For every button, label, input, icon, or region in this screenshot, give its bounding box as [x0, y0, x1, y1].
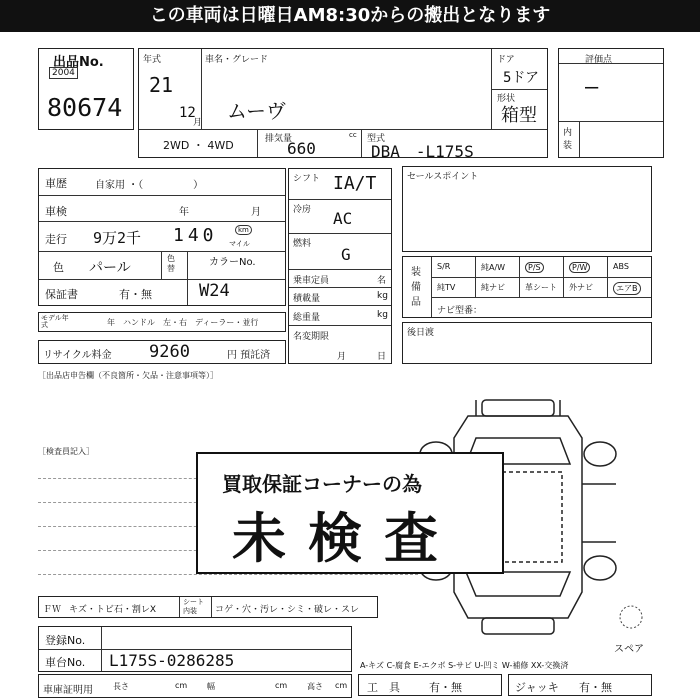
lot-label: 出品No.: [53, 55, 104, 70]
year-label: 年式: [143, 55, 162, 65]
color-label: 色: [53, 261, 64, 274]
model-year-label: モデル年式: [41, 314, 69, 329]
displacement-label: 排気量: [265, 134, 293, 144]
recycle-label: リサイクル料金: [43, 350, 112, 361]
jack-label: ジャッキ: [515, 681, 559, 694]
ac-label: 冷房: [293, 205, 312, 215]
garage-cert-dim: 高さ: [307, 682, 323, 691]
equipment-item: S/R: [437, 262, 451, 271]
name-label: 車名・グレード: [205, 55, 269, 65]
shift-label: シフト: [293, 174, 321, 184]
ac-value: AC: [333, 209, 353, 228]
cc-label: cc: [349, 131, 357, 139]
chassis-label: 車台No.: [45, 656, 86, 669]
lot-number: 80674: [47, 93, 123, 122]
equipment-item: 外ナビ: [569, 283, 593, 292]
load-label: 積載量: [293, 294, 321, 304]
navi-model-label: ナビ型番：: [437, 306, 483, 316]
vehicle-info-box: [138, 48, 548, 161]
drive-type: 2WD ・ 4WD: [163, 139, 234, 152]
fuel-label: 燃料: [293, 239, 312, 249]
km-label: km: [235, 225, 252, 235]
history-options: 自家用 ・（ ）: [95, 180, 204, 191]
model-year-box: [38, 312, 286, 332]
equipment-item: 純TV: [437, 283, 456, 292]
tools-value: 有・無: [429, 681, 462, 694]
capacity-unit: 名: [377, 276, 387, 286]
equipment-item: P/S: [525, 262, 544, 273]
month-value: 12: [179, 105, 196, 121]
sales-point-box: [402, 166, 652, 252]
lot-number-box: [38, 48, 134, 130]
legend-fw: ＦＷ: [43, 605, 62, 615]
shift-value: IA/T: [333, 173, 377, 194]
equipment-item: エアB: [613, 282, 641, 295]
equipment-item: 純ナビ: [481, 283, 505, 292]
seller-notes-label: ［出品店申告欄（不良箇所・欠品・注意事項等）］: [38, 371, 218, 380]
car-name: ムーヴ: [227, 99, 286, 123]
interior-label: 内装: [563, 128, 573, 151]
garage-cert-dim: cm: [335, 681, 348, 690]
month-unit: 月: [193, 118, 203, 128]
garage-cert-dim: 幅: [207, 682, 215, 691]
equipment-item: 純A/W: [481, 263, 506, 272]
deadline-label: 名変期限: [293, 332, 330, 342]
colorno-value: W24: [199, 281, 230, 301]
load-unit: kg: [377, 291, 388, 301]
color-value: パール: [89, 260, 131, 276]
mileage-label: 走行: [45, 233, 67, 246]
door-label: ドア: [497, 55, 515, 65]
equipment-box: [402, 256, 652, 318]
damage-legend-box: [38, 596, 378, 618]
equipment-item: P/W: [569, 262, 590, 273]
garage-cert-box: [38, 674, 352, 698]
tools-label: 工 具: [367, 681, 400, 694]
registration-box: [38, 626, 352, 672]
mileage-handwritten: 9万2千: [93, 229, 142, 247]
legend-seat-codes: コゲ・穴・汚レ・シミ・破レ・スレ: [215, 605, 360, 615]
inspection-year-unit: 年: [179, 207, 189, 218]
history-box: [38, 168, 286, 306]
equipment-item: 革シート: [525, 283, 557, 292]
colorno-label: カラーNo.: [209, 257, 256, 268]
fuel-value: G: [341, 245, 351, 264]
registration-label: 登録No.: [45, 634, 86, 647]
chassis-value: L175S-0286285: [109, 651, 235, 670]
inspection-month-unit: 月: [251, 207, 261, 218]
lot-year-tag: 2004: [49, 67, 78, 79]
garage-cert-dim: cm: [275, 681, 288, 690]
recycle-unit: 円 預託済: [227, 350, 271, 361]
recycle-box: [38, 340, 286, 364]
warranty-label: 保証書: [45, 288, 78, 301]
gross-label: 総重量: [293, 313, 321, 323]
history-label: 車歴: [45, 177, 67, 190]
score-value: —: [585, 75, 599, 100]
spare-tire-icon: [618, 604, 644, 630]
mechanical-box: [288, 168, 392, 364]
sales-point-label: セールスポイント: [407, 172, 479, 182]
garage-cert-label: 車庫証明用: [43, 685, 93, 696]
equipment-label: 装備品: [411, 267, 421, 308]
inspector-notes-label: ［検査員記入］: [38, 447, 94, 456]
model-value: DBA -L175S: [371, 142, 474, 161]
deadline-month-unit: 月: [337, 352, 347, 362]
score-box: [558, 48, 664, 158]
warranty-value: 有・無: [119, 288, 152, 301]
model-year-value: 年 ハンドル 左・右 ディーラー・並行: [107, 318, 259, 327]
jack-box: [508, 674, 652, 696]
displacement-value: 660: [287, 139, 316, 158]
mileage-digits: 140: [173, 225, 218, 246]
capacity-label: 乗車定員: [293, 276, 330, 286]
score-label: 評価点: [585, 55, 613, 65]
legend-fw-codes: キズ・トビ石・割レX: [69, 605, 156, 615]
jack-value: 有・無: [579, 681, 612, 694]
equipment-item: ABS: [613, 262, 629, 271]
mile-label: マイル: [229, 240, 250, 248]
tools-box: [358, 674, 502, 696]
uninspected-stamp: [196, 452, 504, 574]
garage-cert-dim: cm: [175, 681, 188, 690]
legend-seat: シート内装: [183, 598, 204, 615]
spare-label: スペア: [614, 644, 644, 655]
color-change-label: 色替: [167, 254, 175, 273]
stamp-line2: 未検査: [232, 507, 460, 570]
recycle-value: 9260: [149, 342, 190, 362]
shape-label: 形状: [497, 94, 516, 104]
year-value: 21: [149, 73, 174, 97]
shape-value: 箱型: [501, 105, 537, 126]
stamp-line1: 買取保証コーナーの為: [222, 472, 422, 496]
later-delivery-label: 後日渡: [407, 328, 435, 338]
pickup-notice-banner: この車両は日曜日AM8:30からの搬出となります: [0, 0, 700, 32]
damage-code-key: A-キズ C-腐食 E-エクボ S-サビ U-凹ミ W-補修 XX-交換済: [360, 661, 569, 670]
gross-unit: kg: [377, 310, 388, 320]
door-value: 5ドア: [503, 70, 540, 86]
later-delivery-box: [402, 322, 652, 364]
model-label: 型式: [367, 134, 386, 144]
garage-cert-dim: 長さ: [113, 682, 129, 691]
inspection-label: 車検: [45, 205, 67, 218]
deadline-day-unit: 日: [377, 352, 387, 362]
